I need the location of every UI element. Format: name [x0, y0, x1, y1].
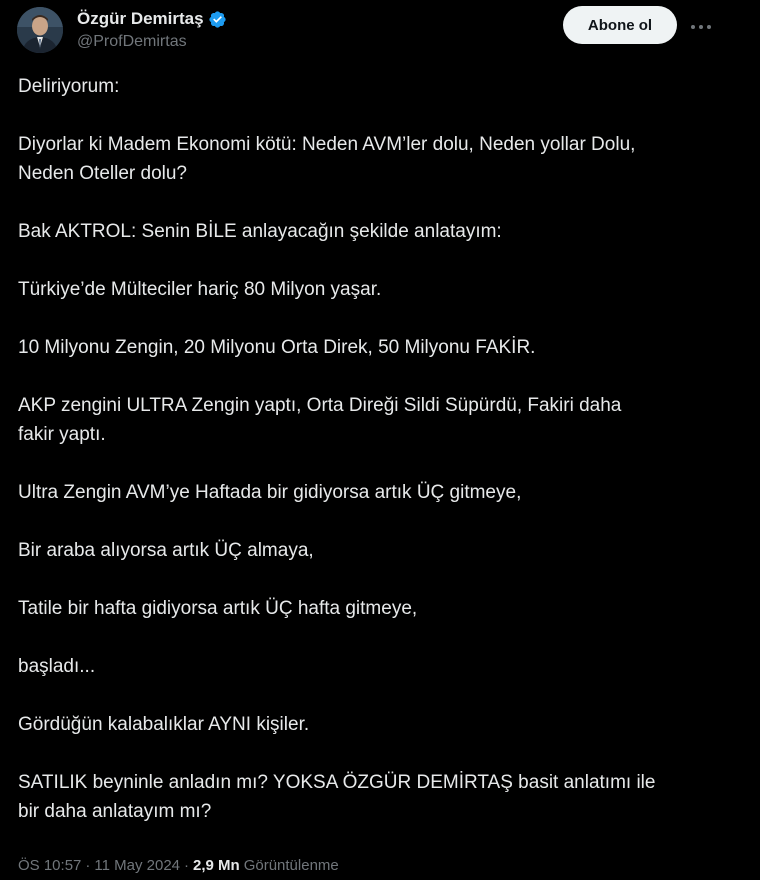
tweet-paragraph: başladı...	[18, 656, 96, 677]
meta-separator: ·	[184, 857, 190, 874]
avatar-image	[17, 7, 63, 53]
tweet-time[interactable]: ÖS 10:57	[18, 857, 82, 874]
tweet-paragraph: Tatile bir hafta gidiyorsa artık ÜÇ hafta gitmeye,	[18, 598, 418, 619]
author-name[interactable]: Özgür Demirtaş	[77, 9, 204, 28]
views-label: Görüntülenme	[243, 857, 339, 874]
tweet-paragraph: 10 Milyonu Zengin, 20 Milyonu Orta Direk, 50 Milyonu FAKİR.	[18, 337, 536, 358]
meta-separator: ·	[85, 857, 91, 874]
tweet-paragraph: SATILIK beyninle anladın mı? YOKSA ÖZGÜR DEMİRTAŞ basit anlatımı ile bir daha anlatayım mı?	[18, 772, 656, 822]
tweet-date[interactable]: 11 May 2024	[94, 857, 181, 874]
tweet-paragraph: Türkiye’de Mülteciler hariç 80 Milyon yaşar.	[18, 279, 382, 300]
more-options-icon[interactable]	[684, 12, 718, 42]
follow-button[interactable]: Abone ol	[563, 6, 677, 44]
views-count: 2,9 Mn	[193, 857, 240, 874]
tweet-paragraph: Bir araba alıyorsa artık ÜÇ almaya,	[18, 540, 314, 561]
verified-badge-icon	[208, 10, 227, 29]
tweet-paragraph: Diyorlar ki Madem Ekonomi kötü: Neden AVM’ler dolu, Neden yollar Dolu, Neden Oteller dolu?	[18, 134, 636, 184]
tweet-header	[0, 0, 760, 60]
tweet-text	[18, 72, 738, 855]
author-name-row	[77, 8, 227, 30]
tweet-paragraph: Deliriyorum:	[18, 76, 120, 97]
avatar[interactable]	[17, 7, 63, 53]
tweet-paragraph: Ultra Zengin AVM’ye Haftada bir gidiyorsa artık ÜÇ gitmeye,	[18, 482, 522, 503]
tweet-paragraph: Bak AKTROL: Senin BİLE anlayacağın şekilde anlatayım:	[18, 221, 502, 242]
tweet-paragraph: Gördüğün kalabalıklar AYNI kişiler.	[18, 714, 310, 735]
tweet-paragraph: AKP zengini ULTRA Zengin yaptı, Orta Direği Sildi Süpürdü, Fakiri daha fakir yaptı.	[18, 395, 622, 445]
tweet-meta	[18, 857, 339, 874]
author-handle[interactable]: @ProfDemirtas	[77, 33, 187, 50]
